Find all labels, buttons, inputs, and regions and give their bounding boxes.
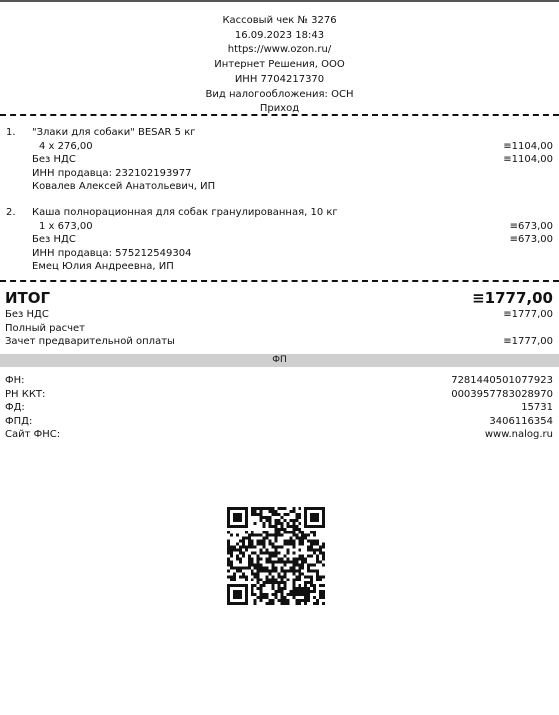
item-line-total: ≡1104,00 — [503, 140, 553, 152]
company-name: Интернет Решения, ООО — [214, 59, 345, 71]
tax-system: Вид налогообложения: ОСН — [205, 88, 354, 100]
fiscal-label: ФПД: — [5, 415, 33, 427]
divider-dashed-top — [0, 114, 559, 116]
fiscal-row — [0, 388, 559, 402]
operation-type: Приход — [259, 103, 300, 115]
total-value: ≡1777,00 — [472, 289, 553, 307]
item-name: "Злаки для собаки" BESAR 5 кг — [32, 127, 196, 138]
qr-code-icon — [227, 507, 325, 605]
item-qty-price: 4 x 276,00 — [39, 140, 93, 152]
item-seller-name: Ковалев Алексей Анатольевич, ИП — [32, 181, 216, 192]
item-qty-price: 1 x 673,00 — [39, 220, 93, 232]
receipt-item — [0, 206, 559, 274]
fiscal-label: ФД: — [5, 402, 25, 413]
fiscal-row — [0, 415, 559, 429]
prepayment-value: ≡1777,00 — [503, 336, 553, 347]
item-vat-label: Без НДС — [32, 154, 76, 165]
item-number: 1. — [6, 127, 16, 138]
receipt-datetime: 16.09.2023 18:43 — [234, 29, 325, 41]
item-vat-amount: ≡1104,00 — [503, 154, 553, 165]
fiscal-row — [0, 428, 559, 442]
item-seller-inn: ИНН продавца: 575212549304 — [32, 247, 192, 259]
total-vat-value: ≡1777,00 — [503, 309, 553, 320]
fiscal-value: 3406116354 — [489, 415, 553, 427]
prepayment-label: Зачет предварительной оплаты — [5, 336, 175, 347]
fiscal-value: www.nalog.ru — [484, 429, 553, 440]
item-vat-amount: ≡673,00 — [509, 234, 553, 245]
fiscal-value: 7281440501077923 — [451, 375, 553, 386]
total-label: ИТОГ — [5, 289, 51, 307]
item-seller-name: Емец Юлия Андреевна, ИП — [32, 261, 174, 272]
fiscal-value: 0003957783028970 — [451, 388, 553, 400]
payment-method: Полный расчет — [5, 322, 85, 334]
total-vat-label: Без НДС — [5, 309, 49, 320]
company-inn: ИНН 7704217370 — [234, 73, 325, 85]
receipt-item — [0, 126, 559, 194]
item-line-total: ≡673,00 — [509, 220, 553, 232]
item-name: Каша полнорационная для собак гранулированная, 10 кг — [32, 207, 338, 218]
divider-dashed-bottom — [0, 280, 559, 282]
fp-bar: ФП — [0, 354, 559, 367]
fiscal-row — [0, 374, 559, 388]
fiscal-label: Сайт ФНС: — [5, 429, 61, 440]
receipt-header — [0, 14, 559, 117]
fiscal-row — [0, 401, 559, 415]
item-seller-inn: ИНН продавца: 232102193977 — [32, 167, 192, 179]
fiscal-label: РН ККТ: — [5, 388, 46, 400]
item-vat-label: Без НДС — [32, 234, 76, 245]
top-border — [0, 0, 559, 2]
totals-section — [0, 288, 559, 349]
fiscal-value: 15731 — [521, 402, 553, 413]
fiscal-label: ФН: — [5, 375, 25, 386]
receipt-title: Кассовый чек № 3276 — [222, 15, 337, 26]
receipt-website: https://www.ozon.ru/ — [227, 44, 332, 56]
fiscal-data — [0, 374, 559, 442]
item-number: 2. — [6, 207, 16, 218]
